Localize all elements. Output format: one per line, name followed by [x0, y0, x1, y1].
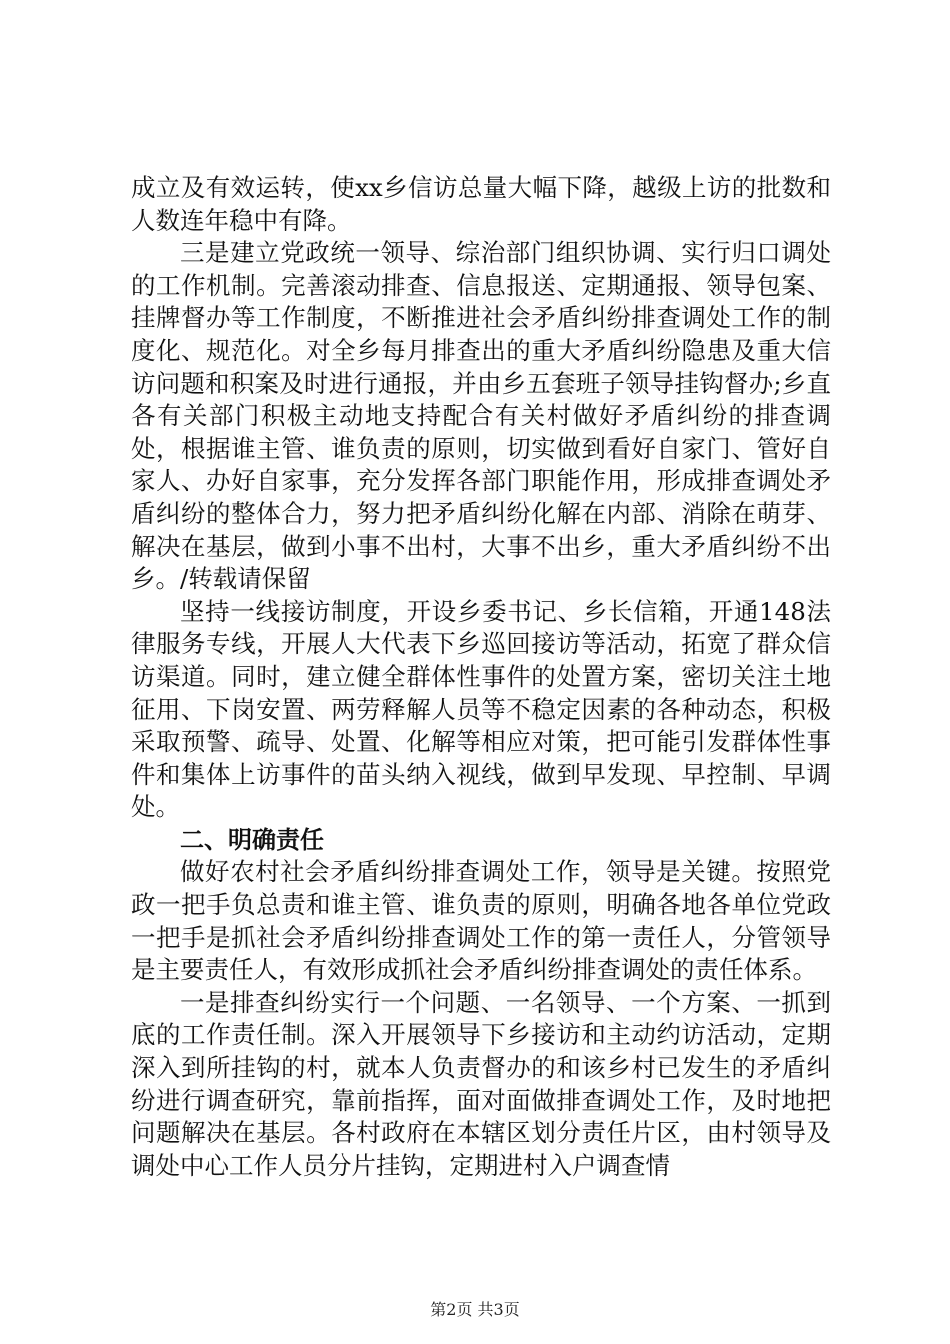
paragraph-reception-system: 坚持一线接访制度，开设乡委书记、乡长信箱，开通148法律服务专线，开展人大代表下乡巡回接访等活动，拓宽了群众信访渠道。同时，建立健全群体性事件的处置方案，密切关注土地征用、下岗安置、两劳释解人员等不稳定因素的各种动态，积极采取预警、疏导、处置、化解等相应对策，把可能引发群体性事件和集体上访事件的苗头纳入视线，做到早发现、早控制、早调处。 [131, 596, 831, 822]
section-heading: 二、明确责任 [180, 825, 324, 854]
paragraph-continuation: 成立及有效运转，使xx乡信访总量大幅下降，越级上访的批数和人数连年稳中有降。 [131, 173, 831, 235]
document-body [131, 172, 831, 1182]
paragraph-responsibility-system: 一是排查纠纷实行一个问题、一名领导、一个方案、一抓到底的工作责任制。深入开展领导下乡接访和主动约访活动，定期深入到所挂钩的村，就本人负责督办的和该乡村已发生的矛盾纠纷进行调查研究，靠前指挥，面对面做排查调处工作，及时地把问题解决在基层。各村政府在本辖区划分责任片区，由村领导及调处中心工作人员分片挂钩，定期进村入户调查情 [131, 987, 831, 1180]
paragraph-leadership: 做好农村社会矛盾纠纷排查调处工作，领导是关键。按照党政一把手负总责和谁主管、谁负责的原则，明确各地各单位党政一把手是抓社会矛盾纠纷排查调处工作的第一责任人，分管领导是主要责任人，有效形成抓社会矛盾纠纷排查调处的责任体系。 [131, 857, 831, 985]
paragraph-mechanism: 三是建立党政统一领导、综治部门组织协调、实行归口调处的工作机制。完善滚动排查、信息报送、定期通报、领导包案、挂牌督办等工作制度，不断推进社会矛盾纠纷排查调处工作的制度化、规范化。对全乡每月排查出的重大矛盾纠纷隐患及重大信访问题和积案及时进行通报，并由乡五套班子领导挂钩督办;乡直各有关部门积极主动地支持配合有关村做好矛盾纠纷的排查调处，根据谁主管、谁负责的原则，切实做到看好自家门、管好自家人、办好自家事，充分发挥各部门职能作用，形成排查调处矛盾纠纷的整体合力，努力把矛盾纠纷化解在内部、消除在萌芽、解决在基层，做到小事不出村，大事不出乡，重大矛盾纠纷不出乡。/转载请保留 [131, 238, 831, 594]
page-number-footer: 第2页 共3页 [430, 1300, 520, 1319]
